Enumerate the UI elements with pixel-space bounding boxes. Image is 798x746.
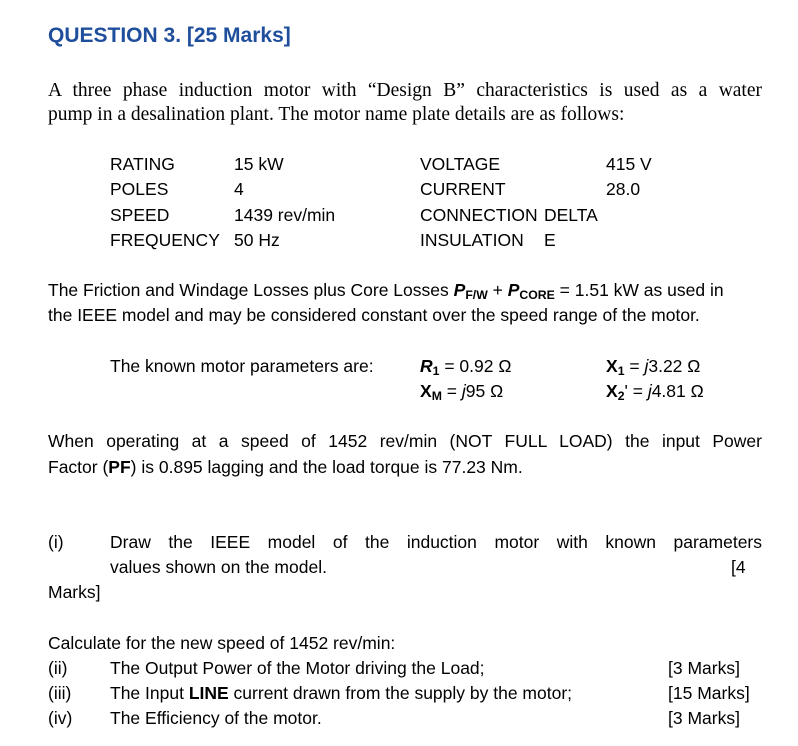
pf-bold: PF: [108, 457, 131, 477]
xm-subscript: M: [431, 389, 442, 404]
xm-symbol-group: [420, 381, 442, 404]
x2-subscript: 2: [617, 389, 625, 404]
x1-symbol: X: [606, 356, 618, 376]
current-value: 28.0: [606, 179, 641, 199]
x1-subscript: 1: [617, 364, 625, 379]
param-x2: [606, 381, 704, 402]
poles-label: POLES: [110, 179, 169, 199]
connection-label: CONNECTION: [420, 205, 538, 225]
part-i-line-2: values shown on the model.: [110, 557, 327, 577]
intro-line-2: pump in a desalination plant. The motor name plate details are as follows:: [48, 104, 625, 125]
x2-j: j: [647, 381, 652, 401]
param-x1: [606, 356, 700, 377]
voltage-value: 415 V: [606, 154, 652, 174]
operating-line-1: When operating at a speed of 1452 rev/min (NOT FULL LOAD) the input Power: [48, 431, 762, 451]
poles-value: 4: [234, 179, 244, 199]
rating-label: RATING: [110, 154, 175, 174]
insulation-value: E: [544, 230, 556, 250]
x2-eq: ' =: [624, 381, 648, 401]
frequency-value: 50 Hz: [234, 230, 280, 250]
speed-value: 1439 rev/min: [234, 205, 336, 225]
x1-eq: =: [624, 356, 645, 376]
part-iv-text: The Efficiency of the motor.: [110, 708, 322, 728]
xm-j: j: [461, 381, 466, 401]
part-ii-number: (ii): [48, 658, 68, 678]
x1-value: 3.22 Ω: [648, 356, 701, 376]
p-core-subscript: CORE: [519, 288, 555, 303]
parameters-intro: The known motor parameters are:: [110, 356, 374, 376]
r1-value: = 0.92 Ω: [439, 356, 512, 376]
part-iii-text-b: current drawn from the supply by the motor;: [228, 683, 573, 703]
x1-j: j: [644, 356, 649, 376]
losses-line-1: [48, 280, 724, 301]
losses-plus: +: [487, 280, 508, 300]
line-bold: LINE: [188, 683, 229, 703]
p-fw-subscript: F/W: [465, 288, 488, 303]
part-iv-marks: [3 Marks]: [668, 708, 740, 728]
intro-line-1: A three phase induction motor with “Design B” characteristics is used as a water: [48, 80, 762, 101]
xm-eq: =: [441, 381, 462, 401]
part-i-marks-a: [4: [731, 557, 746, 577]
losses-text-b: = 1.51 kW as used in: [554, 280, 724, 300]
param-r1: [420, 356, 511, 377]
operating-text-a: Factor (: [48, 457, 109, 477]
insulation-label: INSULATION: [420, 230, 524, 250]
speed-label: SPEED: [110, 205, 170, 225]
question-heading: QUESTION 3. [25 Marks]: [48, 24, 291, 47]
x2-symbol-group: [606, 381, 625, 404]
part-ii-marks: [3 Marks]: [668, 658, 740, 678]
part-ii-text: The Output Power of the Motor driving the Load;: [110, 658, 485, 678]
part-i-line-1: Draw the IEEE model of the induction motor with known parameters: [110, 532, 762, 552]
part-i-number: (i): [48, 532, 64, 552]
xm-value: 95 Ω: [465, 381, 504, 401]
calc-intro: Calculate for the new speed of 1452 rev/min:: [48, 633, 396, 653]
x1-symbol-group: [606, 356, 625, 379]
part-iv-number: (iv): [48, 708, 73, 728]
x2-value: 4.81 Ω: [651, 381, 704, 401]
rating-value: 15 kW: [234, 154, 284, 174]
r1-symbol: R: [420, 356, 433, 376]
voltage-label: VOLTAGE: [420, 154, 501, 174]
losses-line-2: the IEEE model and may be considered constant over the speed range of the motor.: [48, 305, 700, 325]
operating-text-b: ) is 0.895 lagging and the load torque is 77.23 Nm.: [130, 457, 523, 477]
current-label: CURRENT: [420, 179, 506, 199]
p-core-symbol: P: [507, 280, 520, 300]
losses-text-a: The Friction and Windage Losses plus Core Losses: [48, 280, 454, 300]
part-iii-text-a: The Input: [110, 683, 189, 703]
p-fw-symbol: P: [453, 280, 466, 300]
r1-subscript: 1: [432, 364, 440, 379]
part-iii-text: [110, 683, 572, 704]
part-i-marks-b: Marks]: [48, 582, 101, 602]
param-xm: [420, 381, 503, 402]
connection-value: DELTA: [544, 205, 598, 225]
part-iii-number: (iii): [48, 683, 72, 703]
xm-symbol: X: [420, 381, 432, 401]
part-iii-marks: [15 Marks]: [668, 683, 750, 703]
operating-line-2: [48, 457, 523, 478]
frequency-label: FREQUENCY: [110, 230, 220, 250]
x2-symbol: X: [606, 381, 618, 401]
